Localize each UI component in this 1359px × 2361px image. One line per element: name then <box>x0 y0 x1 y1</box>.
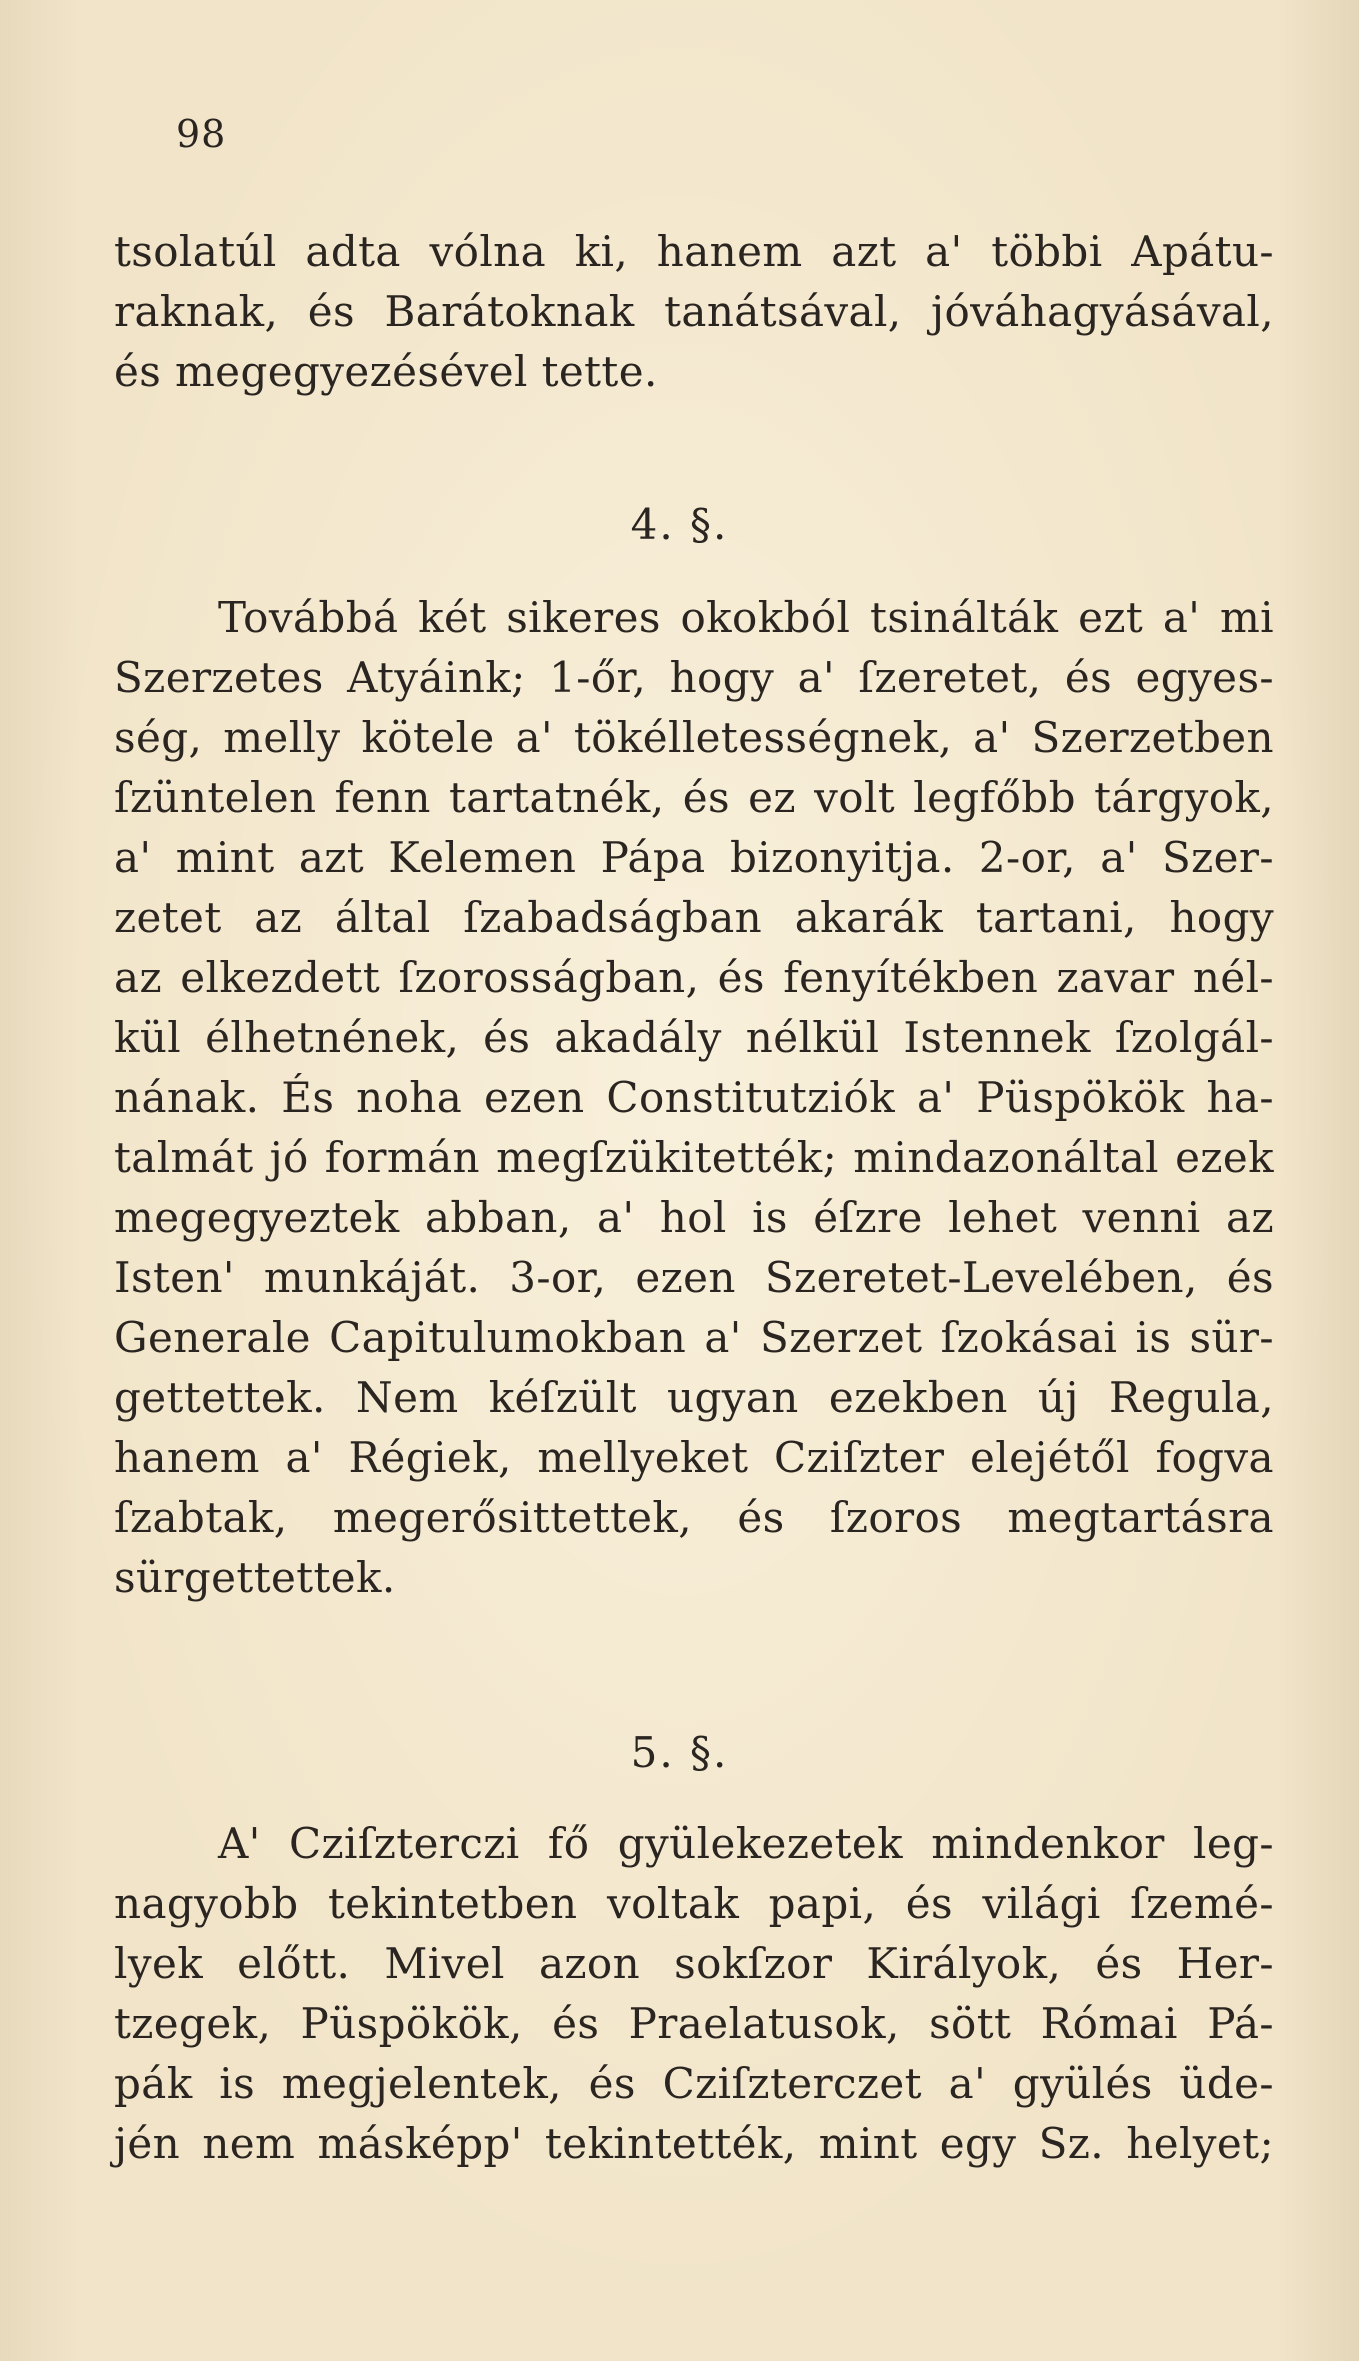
text-line: Továbbá két sikeres okokból tsinálták ezt a' mi <box>218 593 1274 642</box>
text-line: Szerzetes Atyáink; 1-őr, hogy a' ſzeretet, és egyes- <box>114 653 1274 702</box>
section-5-body <box>114 1818 1274 2178</box>
text-line: talmát jó formán megſzükitették; mindazonáltal ezek <box>114 1133 1274 1182</box>
text-line: a' mint azt Kelemen Pápa bizonyitja. 2-or, a' Szer- <box>114 833 1274 882</box>
text-line: megegyeztek abban, a' hol is éſzre lehet venni az <box>114 1193 1274 1242</box>
text-line: hanem a' Régiek, mellyeket Cziſzter elejétől fogva <box>114 1433 1274 1482</box>
text-line: zetet az által ſzabadságban akarák tartani, hogy <box>114 893 1274 942</box>
section-heading-5: 5. §. <box>630 1728 729 1777</box>
text-line: ség, melly kötele a' tökélletességnek, a' Szerzetben <box>114 713 1274 762</box>
page-number: 98 <box>176 112 227 156</box>
text-line: jén nem másképp' tekintették, mint egy Sz. helyet; <box>114 2119 1274 2168</box>
text-line: raknak, és Barátoknak tanátsával, jóváhagyásával, <box>114 287 1274 336</box>
text-line: tsolatúl adta vólna ki, hanem azt a' többi Apátu- <box>114 227 1274 276</box>
text-line: A' Cziſzterczi fő gyülekezetek mindenkor leg- <box>218 1819 1274 1868</box>
text-line: Isten' munkáját. 3-or, ezen Szeretet-Levelében, és <box>114 1253 1274 1302</box>
section-heading-4: 4. §. <box>630 500 729 549</box>
section-4-body <box>114 592 1274 1612</box>
text-line: gettettek. Nem kéſzült ugyan ezekben új Regula, <box>114 1373 1274 1422</box>
text-line: sürgettettek. <box>114 1553 396 1602</box>
text-line: az elkezdett ſzorosságban, és fenyítékben zavar nél- <box>114 953 1274 1002</box>
text-line: ſzüntelen fenn tartatnék, és ez volt legfőbb tárgyok, <box>114 773 1274 822</box>
text-line: lyek előtt. Mivel azon sokſzor Királyok, és Her- <box>114 1939 1274 1988</box>
text-line: nának. És noha ezen Constitutziók a' Püspökök ha- <box>114 1073 1274 1122</box>
text-line: tzegek, Püspökök, és Praelatusok, sött Római Pá- <box>114 1999 1274 2048</box>
text-line: pák is megjelentek, és Cziſzterczet a' gyülés üde- <box>114 2059 1274 2108</box>
text-line: Generale Capitulumokban a' Szerzet ſzokásai is sür- <box>114 1313 1274 1362</box>
paragraph-continued <box>114 226 1274 406</box>
text-line: és megegyezésével tette. <box>114 347 658 396</box>
text-line: ſzabtak, megerősittettek, és ſzoros megtartásra <box>114 1493 1274 1542</box>
text-line: kül élhetnének, és akadály nélkül Istennek ſzolgál- <box>114 1013 1274 1062</box>
text-line: nagyobb tekintetben voltak papi, és világi ſzemé- <box>114 1879 1274 1928</box>
